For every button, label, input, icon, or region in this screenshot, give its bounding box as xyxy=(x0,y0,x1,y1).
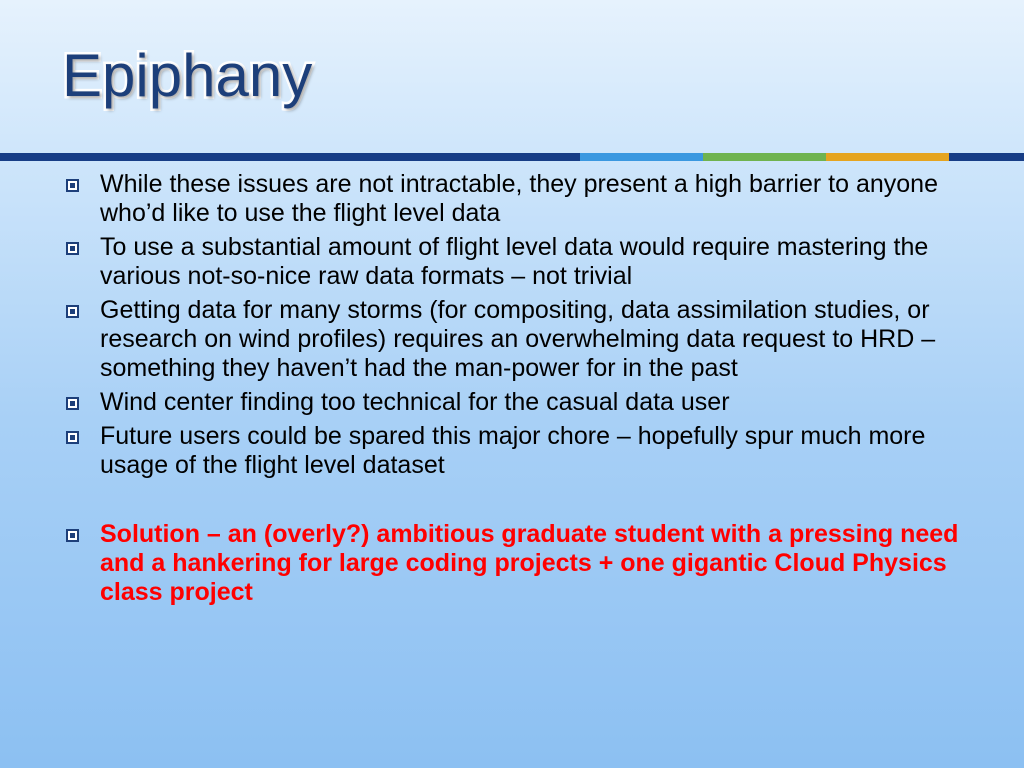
square-bullet-icon xyxy=(66,242,79,255)
divider-green-segment xyxy=(703,153,826,161)
divider-blue-segment xyxy=(580,153,703,161)
bullet-text: Getting data for many storms (for compositing, data assimilation studies, or research on wind profiles) requires an overwhelming data request to HRD – something they haven’t had the man-power for in the past xyxy=(100,296,936,382)
divider-end-segment xyxy=(949,153,1024,161)
bullet-item xyxy=(64,233,964,291)
bullet-item xyxy=(64,170,964,228)
divider-orange-segment xyxy=(826,153,949,161)
square-bullet-icon xyxy=(66,179,79,192)
square-bullet-icon xyxy=(66,529,79,542)
bullet-text: While these issues are not intractable, they present a high barrier to anyone who’d like to use the flight level data xyxy=(100,170,938,227)
square-bullet-icon xyxy=(66,431,79,444)
solution-bullet-text: Solution – an (overly?) ambitious graduate student with a pressing need and a hankering for large coding projects + one gigantic Cloud Physics class project xyxy=(100,520,959,606)
square-bullet-icon xyxy=(66,305,79,318)
bullet-text: Wind center finding too technical for the casual data user xyxy=(100,388,730,416)
slide-title: Epiphany xyxy=(62,42,313,109)
bullet-text: To use a substantial amount of flight level data would require mastering the various not-so-nice raw data formats – not trivial xyxy=(100,233,929,290)
divider-main-segment xyxy=(0,153,580,161)
bullet-item xyxy=(64,422,964,480)
bullet-text: Future users could be spared this major chore – hopefully spur much more usage of the flight level dataset xyxy=(100,422,926,479)
solution-bullet-item xyxy=(64,520,964,607)
title-divider xyxy=(0,153,1024,161)
square-bullet-icon xyxy=(66,397,79,410)
bullet-list xyxy=(64,170,964,612)
bullet-item xyxy=(64,296,964,383)
bullet-item xyxy=(64,388,964,417)
